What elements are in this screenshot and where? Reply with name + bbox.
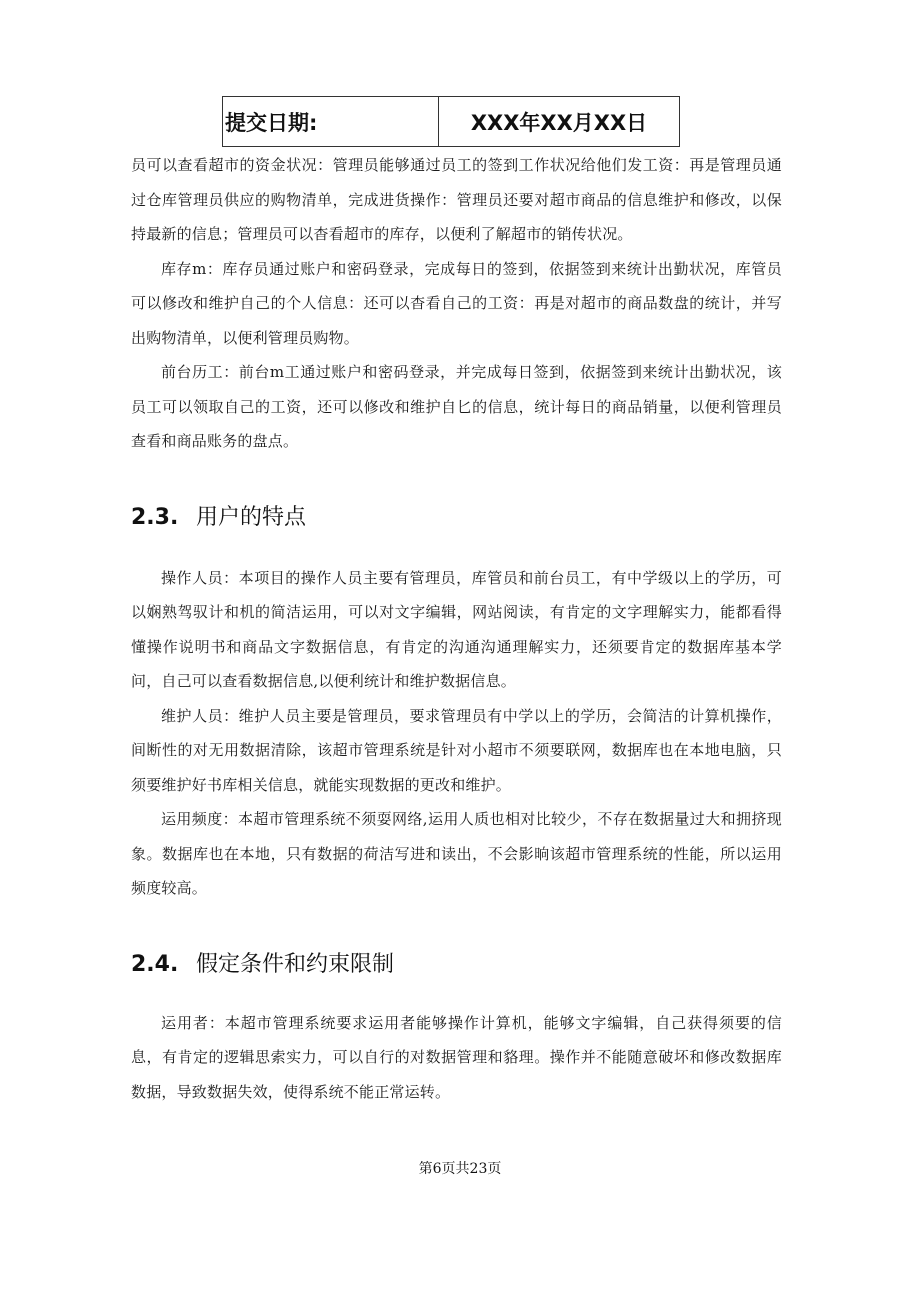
section-number: 2.3. bbox=[131, 504, 179, 530]
paragraph-users: 运用者：本超市管理系统要求运用者能够操作计算机，能够文字编辑，自己获得须要的信息，有肯定的逻辑思索实力，可以自行的对数据管理和貉理。操作并不能随意破坏和修改数据库数据，导致数据失效，使得系统不能正常运转。 bbox=[131, 1013, 782, 1101]
paragraph-maintainers: 维护人员：维护人员主要是管理员，要求管理员有中学以上的学历，会简洁的计算机操作，间断性的对无用数据清除，该超市管理系统是针对小超市不须要联网，数据库也在本地电脑，只须要维护好书库相关信息，就能实现数据的更改和维护。 bbox=[131, 706, 782, 794]
section-heading-2-3 bbox=[131, 500, 782, 531]
paragraph-stock-clerk: 库存m：库存员通过账户和密码登录，完成每日的签到，依据签到来统计出勤状况，库管员可以修改和维护自己的个人信息：还可以杳看自己的工资：再是对超市的商品数盘的统计，并写出购物清单，以便利管理员购物。 bbox=[131, 259, 782, 347]
section-title: 用户的特点 bbox=[196, 504, 307, 530]
submission-date-table bbox=[222, 96, 680, 147]
page-number-footer: 第6页共23页 bbox=[418, 1161, 502, 1177]
submission-date-value: XXX年XX月XX日 bbox=[439, 97, 680, 147]
section-heading-2-4 bbox=[131, 947, 782, 978]
paragraph-operators: 操作人员：本项目的操作人员主要有管理员，库管员和前台员工，有中学级以上的学历，可以娴熟驾驭计和机的简洁运用，可以对文字编辑，网站阅读，有肯定的文字理解实力，能都看得懂操作说明书和商品文字数据信息，有肯定的沟通沟通理解实力，还须要肯定的数据库基本学问，自己可以查看数据信息,以便利统计和维护数据信息。 bbox=[131, 568, 782, 690]
paragraph-usage-frequency: 运用频度：本超市管理系统不须耍网络,运用人质也相对比较少，不存在数据量过大和拥挤现象。数据库也在本地，只有数据的荷洁写进和读出，不会影晌该超市管理系统的性能，所以运用频度较高。 bbox=[131, 810, 782, 897]
section-number: 2.4. bbox=[131, 951, 179, 977]
submission-date-label: 提交日期: bbox=[223, 97, 439, 147]
document-body bbox=[131, 148, 782, 1109]
section-title: 假定条件和约束限制 bbox=[196, 951, 395, 977]
paragraph-front-desk: 前台历工：前台m工通过账户和密码登录，并完成每日签到，依据签到来统计出勤状况，该员工可以领取自己的工资，还可以修改和维护自匕的信息，统计每日的商品销量，以便利管理员查看和商品账务的盘点。 bbox=[131, 363, 782, 450]
paragraph-admin-continued: 员可以查看超市的资金状况：管理员能够通过员工的签到工作状况给他们发工资：再是管理员通过仓库管理员供应的购物清单，完成进货操作：管理员还要对超市商品的信息维护和修改，以保持最新的信息；管理员可以杳看超市的库存，以便利了解超市的销传状况。 bbox=[131, 156, 782, 243]
